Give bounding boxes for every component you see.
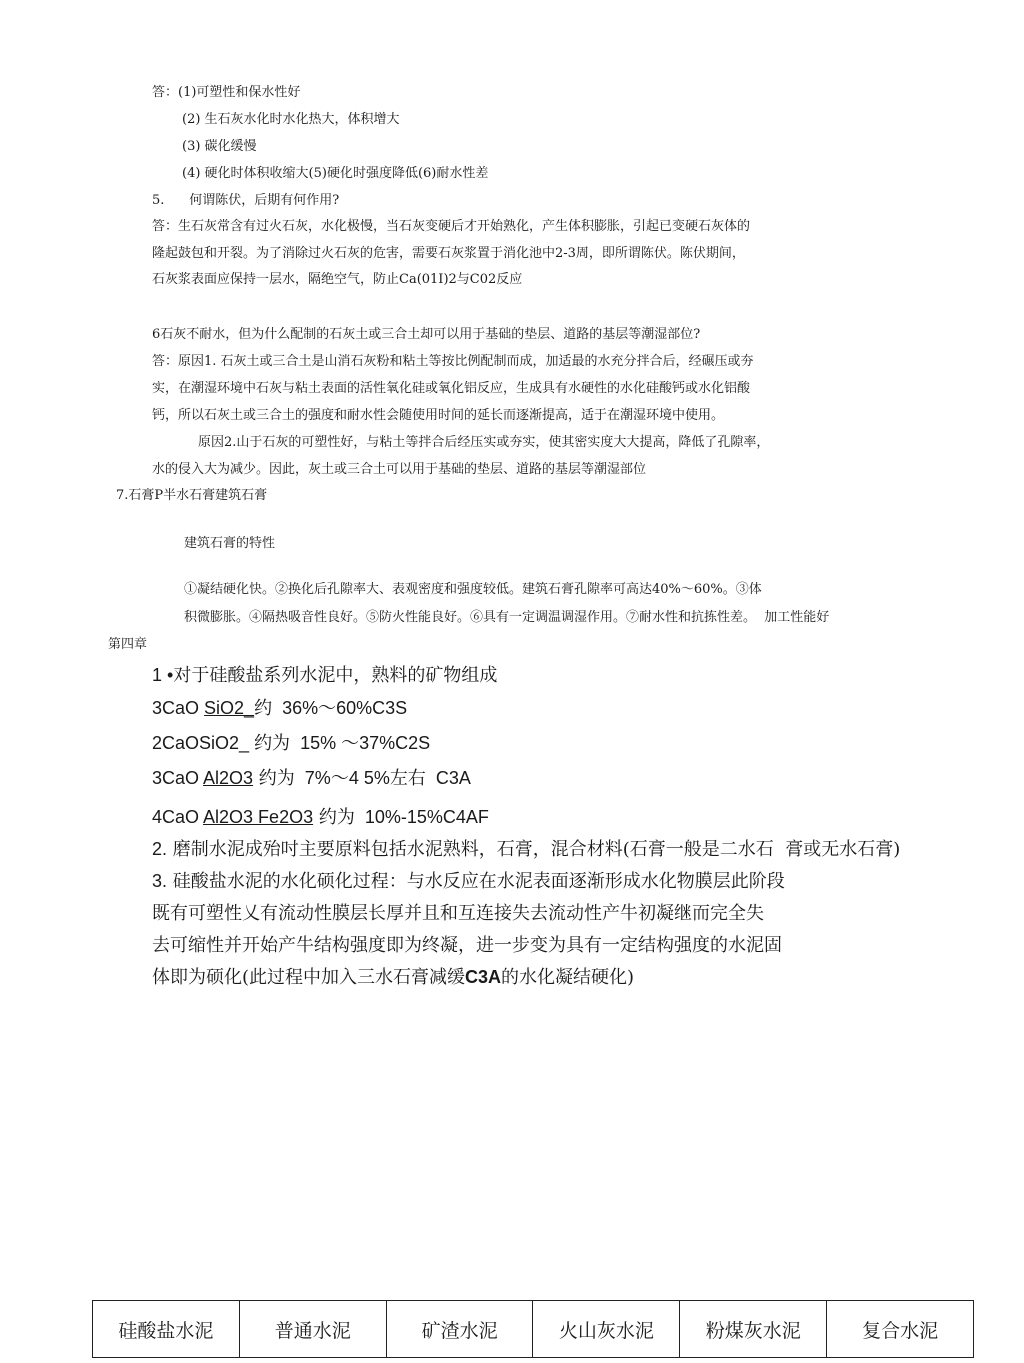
approx-label: 约 — [254, 698, 273, 719]
item-3-text: 去可缩性并开始产牛结构强度即为终凝，进一步变为具有一定结构强度的水泥固 — [152, 935, 782, 956]
percent-range: 10%-15%C4AF — [354, 807, 489, 827]
mineral-c4af — [152, 803, 489, 829]
item-3-text: 硅酸盐水泥的水化硕化过程：与水反应在水泥表面逐渐形成水化物膜层此阶段 — [167, 871, 785, 892]
ch4-item-2 — [152, 835, 900, 861]
ch4-item-3-line-1 — [152, 867, 785, 893]
item-1-number: 1 • — [152, 665, 174, 685]
ch4-item-3-line-3 — [152, 931, 782, 957]
item-3-text: 既有可塑性乂有流动性膜层长厚并且和互连接失去流动性产牛初凝继而完全失 — [152, 903, 764, 924]
formula-part: 3CaO — [152, 768, 204, 788]
percent-range: 7%～4 5% — [294, 768, 390, 788]
answer-prefix: 答： — [152, 85, 179, 100]
answer-line-1 — [152, 81, 300, 100]
answer-line-2: (2) 生石灰水化时水化热大，体积增大 — [182, 112, 400, 127]
approx-label: 约为 — [313, 807, 355, 828]
q7-subtitle: 建筑石膏的特性 — [184, 536, 276, 551]
ch4-item-3-line-2 — [152, 899, 764, 925]
question-5: 5. 何谓陈伏，后期有何作用? — [152, 193, 340, 208]
ch4-item-3-line-4 — [152, 963, 634, 989]
mineral-symbol: C3A — [425, 768, 471, 788]
answer-text: (1)可塑性和保水性好 — [178, 85, 301, 100]
q7-line-1: ①凝结硬化快。②换化后孔隙率大、表观密度和强度较低。建筑石膏孔隙率可高达40%～60%。③体 — [184, 582, 762, 597]
formula-part: 2CaOSiO2_ — [152, 733, 255, 753]
approx-label: 约为 — [253, 768, 295, 789]
formula-underlined: Al2O3 Fe2O3 — [203, 807, 314, 827]
q5-answer-line-1: 答：生石灰常含有过火石灰，水化极慢，当石灰变硬后才开始熟化，产生体积膨胀，引起已变硬石灰体的 — [152, 219, 751, 234]
item-1-text: 对于硅酸盐系列水泥中，熟料的矿物组成 — [173, 665, 498, 686]
question-6: 6石灰不耐水，但为什么配制的石灰土或三合土却可以用于基础的垫层、道路的基层等潮湿部位? — [152, 327, 701, 342]
ch4-item-1 — [152, 661, 497, 687]
chapter-title: 第四章 — [108, 637, 148, 652]
formula-underlined: SiO2_ — [204, 698, 255, 718]
formula-underlined: Al2O3 — [203, 768, 254, 788]
mineral-c3s — [152, 694, 407, 720]
item-3-text: 体即为硕化(此过程中加入三水石膏减缓 — [152, 967, 466, 988]
q6-answer-line-3: 钙，所以石灰土或三合土的强度和耐水性会随使用时间的延长而逐渐提高，适于在潮湿环境中使用。 — [152, 408, 725, 423]
q5-answer-line-3: 石灰浆表面应保持一层水，隔绝空气，防止Ca(01I)2与C02反应 — [152, 272, 523, 287]
q6-answer-line-2: 实，在潮湿环境中石灰与粘土表面的活性氧化硅或氧化铝反应，生成具有水硬性的水化硅酸钙或水化铝酸 — [152, 381, 751, 396]
approx-label: 约为 — [254, 733, 291, 754]
item-3-number: 3. — [152, 871, 168, 891]
answer-line-4: (4) 硬化时体积收缩大(5)硬化时强度降低(6)耐水性差 — [182, 166, 489, 181]
item-2-text: 磨制水泥成殆吋主要原料包括水泥熟料，石膏，混合材料(石膏一般是二水石 膏或无水石膏) — [167, 839, 901, 860]
mineral-c2s — [152, 729, 430, 755]
percent-range: 36%～60%C3S — [272, 698, 408, 718]
answer-line-3: (3) 碳化缓慢 — [182, 139, 257, 154]
around-label: 左右 — [389, 768, 426, 789]
q7-line-2: 积微膨胀。④隔热吸音性良好。⑤防火性能良好。⑥具有一定调温调湿作用。⑦耐水性和抗拣性差。 加工性能好 — [184, 610, 830, 625]
mineral-c3a — [152, 764, 471, 790]
table-cell: 粉煤灰水泥 — [680, 1301, 827, 1358]
table-row — [93, 1301, 974, 1358]
table-cell: 复合水泥 — [827, 1301, 974, 1358]
table-cell: 硅酸盐水泥 — [93, 1301, 240, 1358]
question-7: 7.石膏P半水石膏建筑石膏 — [116, 488, 268, 503]
q6-answer-line-1: 答：原因1. 石灰土或三合土是山消石灰粉和粘土等按比例配制而成，加适最的水充分拌合后，经碾压或夯 — [152, 354, 754, 369]
table-cell: 普通水泥 — [239, 1301, 386, 1358]
q6-answer-line-5: 水的侵入大为减少。因此，灰土或三合土可以用于基础的垫层、道路的基层等潮湿部位 — [152, 462, 647, 477]
formula-part: 4CaO — [152, 807, 204, 827]
q5-answer-line-2: 隆起鼓包和开裂。为了消除过火石灰的危害，需要石灰浆置于消化池中2-3周，即所谓陈伏。陈伏期间， — [152, 246, 745, 261]
table-cell: 矿渣水泥 — [386, 1301, 533, 1358]
item-2-number: 2. — [152, 839, 168, 859]
mineral-symbol: C3A — [465, 967, 502, 987]
cement-types-table — [92, 1300, 974, 1358]
item-3-text: 的水化凝结硬化) — [501, 967, 635, 988]
table-cell: 火山灰水泥 — [533, 1301, 680, 1358]
formula-part: 3CaO — [152, 698, 205, 718]
percent-range: 15% ～37%C2S — [290, 733, 431, 753]
q6-answer-line-4: 原因2.山于石灰的可塑性好，与粘土等拌合后经压实或夯实，使其密实度大大提高，降低了孔隙率， — [198, 435, 770, 450]
